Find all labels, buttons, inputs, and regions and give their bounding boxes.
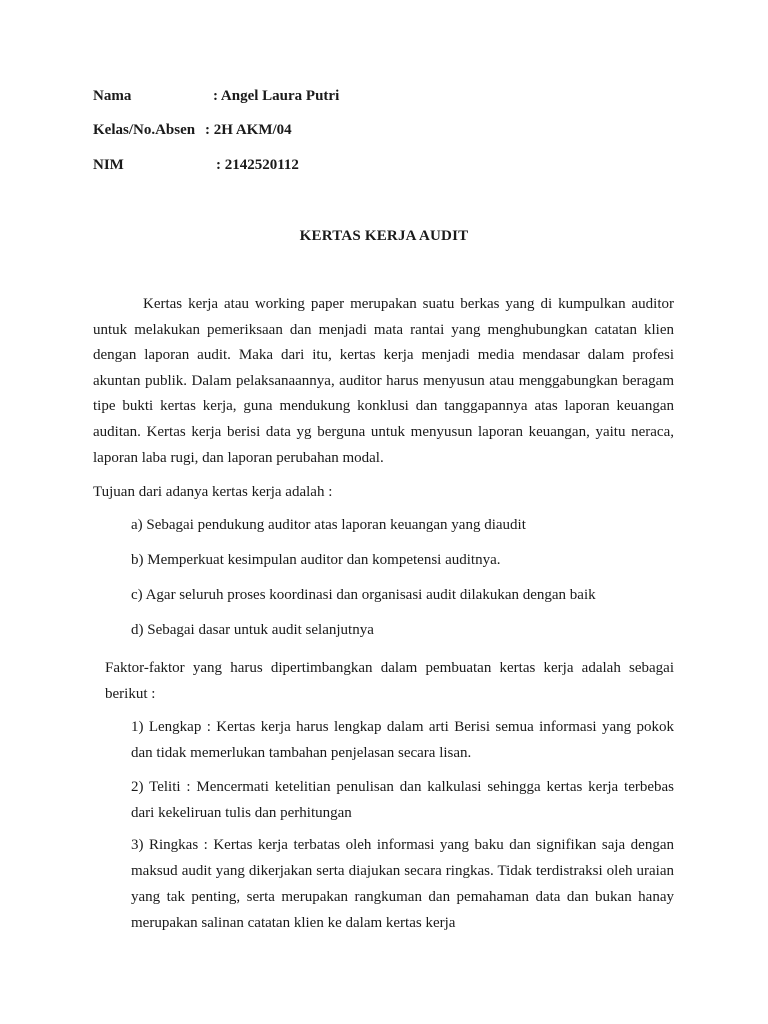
goal-item: b) Memperkuat kesimpulan auditor dan kompetensi auditnya. [131, 552, 501, 568]
goal-item: c) Agar seluruh proses koordinasi dan organisasi audit dilakukan dengan baik [131, 587, 596, 603]
name-row [93, 88, 340, 105]
class-value: : 2H AKM/04 [205, 122, 292, 138]
factor-item: 2) Teliti : Mencermati ketelitian penulisan dan kalkulasi sehingga kertas kerja terbebas dari kekeliruan tulis dan perhitungan [131, 779, 674, 821]
document-title: KERTAS KERJA AUDIT [299, 228, 469, 244]
goals-intro: Tujuan dari adanya kertas kerja adalah : [93, 484, 333, 500]
class-row [93, 122, 292, 139]
nim-row [93, 157, 299, 174]
intro-paragraph: Kertas kerja atau working paper merupakan suatu berkas yang di kumpulkan auditor untuk melakukan pemeriksaan dan menjadi mata rantai yang menghubungkan catatan klien dengan laporan audit. Maka dari itu, kertas kerja menjadi media mendasar dalam profesi akuntan publik. Dalam pelaksanaannya, auditor harus menyusun atau menggabungkan beragam tipe bukti kertas kerja, guna mendukung konklusi dan tanggapannya atas laporan keuangan auditan. Kertas kerja berisi data yg berguna untuk menyusun laporan keuangan, yaitu neraca, laporan laba rugi, dan laporan perubahan modal. [93, 296, 674, 466]
factors-intro: Faktor-faktor yang harus dipertimbangkan dalam pembuatan kertas kerja adalah sebagai berikut : [105, 660, 674, 702]
factor-item: 1) Lengkap : Kertas kerja harus lengkap dalam arti Berisi semua informasi yang pokok dan tidak memerlukan tambahan penjelasan secara lisan. [131, 719, 674, 761]
name-value: : Angel Laura Putri [213, 88, 340, 104]
nim-value: : 2142520112 [216, 157, 299, 173]
class-label: Kelas/No.Absen [93, 122, 196, 138]
nim-label: NIM [93, 157, 124, 173]
factor-item: 3) Ringkas : Kertas kerja terbatas oleh informasi yang baku dan signifikan saja dengan maksud audit yang dikerjakan serta diajukan secara ringkas. Tidak terdistraksi oleh uraian yang tak penting, serta merupakan rangkuman dan pemahaman data dan bukan hanay merupakan salinan catatan klien ke dalam kertas kerja [131, 837, 674, 931]
goal-item: d) Sebagai dasar untuk audit selanjutnya [131, 622, 374, 638]
name-label: Nama [93, 88, 132, 104]
goal-item: a) Sebagai pendukung auditor atas laporan keuangan yang diaudit [131, 517, 526, 533]
